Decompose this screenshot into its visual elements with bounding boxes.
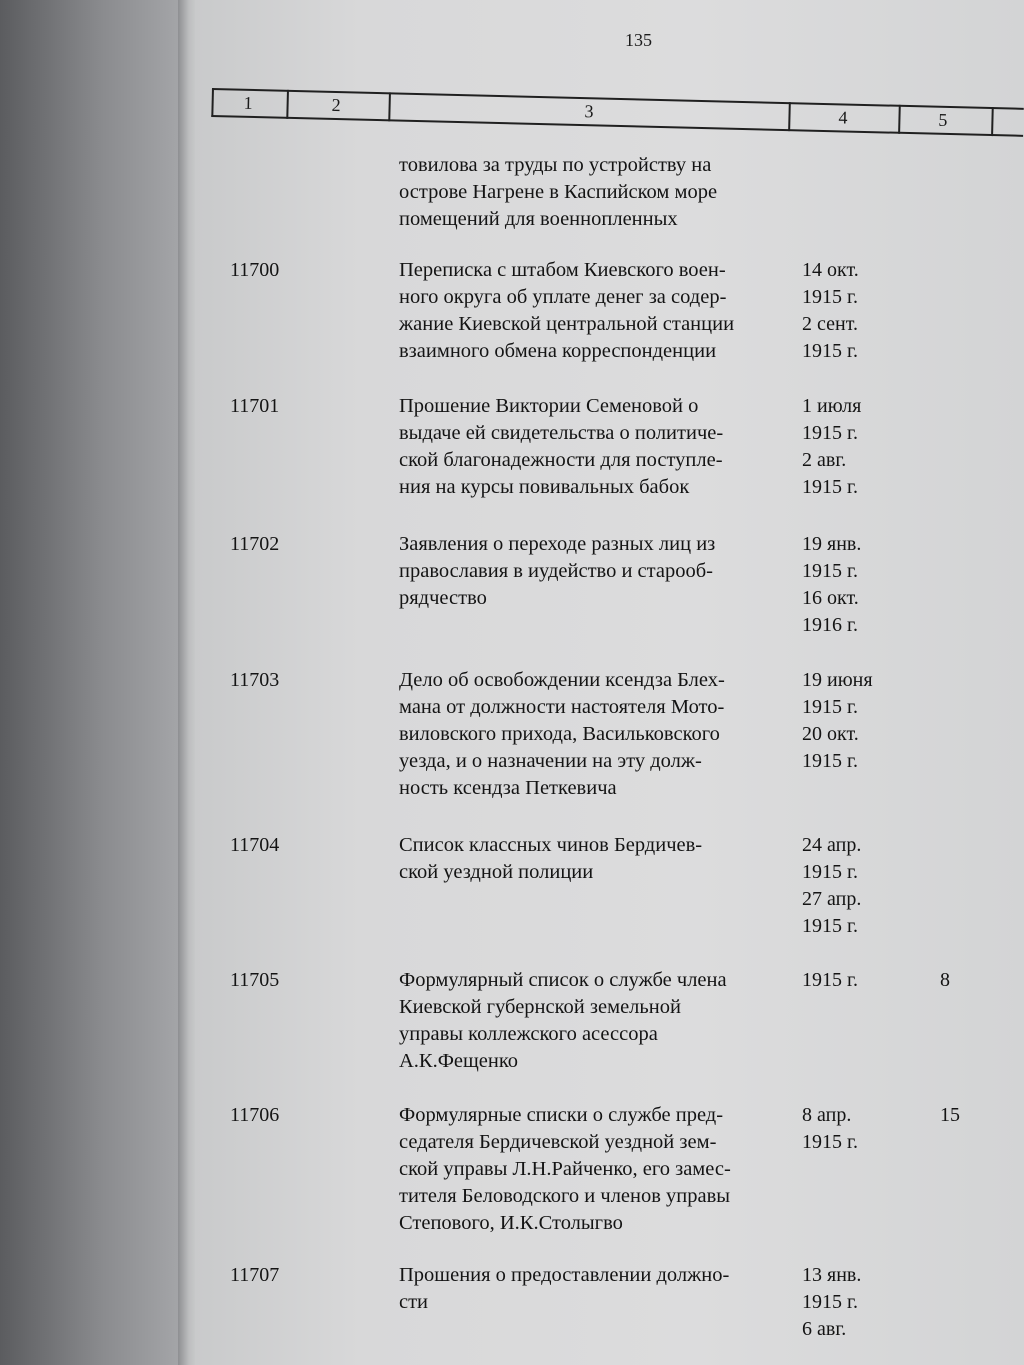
description-line: Киевской губернской земельной xyxy=(399,996,681,1018)
row-dates xyxy=(802,832,902,940)
description-line: А.К.Фещенко xyxy=(399,1050,519,1072)
description-line: Формулярные списки о службе пред- xyxy=(399,1104,724,1126)
description-line: уезда, и о назначении на эту долж- xyxy=(399,750,702,772)
date-line: 1915 г. xyxy=(802,422,858,444)
date-line: 1 июля xyxy=(802,395,862,417)
date-line: 1915 г. xyxy=(802,560,858,582)
row-dates xyxy=(802,393,902,501)
row-description xyxy=(399,832,794,886)
description-line: Заявления о переходе разных лиц из xyxy=(399,533,716,555)
row-number: 11700 xyxy=(230,259,280,281)
description-line: ской благонадежности для поступле- xyxy=(399,449,723,471)
description-line: товилова за труды по устройству на xyxy=(399,154,712,176)
description-line: Прошение Виктории Семеновой о xyxy=(399,395,699,417)
header-divider xyxy=(211,88,214,117)
date-line: 1915 г. xyxy=(802,750,858,772)
row-dates xyxy=(802,1102,902,1156)
date-line: 1915 г. xyxy=(802,1131,858,1153)
row-number: 11707 xyxy=(230,1264,280,1286)
row-sheet-count: 15 xyxy=(940,1104,960,1126)
row-number: 11705 xyxy=(230,969,280,991)
header-col-3: 3 xyxy=(584,101,594,122)
row-dates xyxy=(802,667,902,775)
description-line: ской управы Л.Н.Райченко, его замес- xyxy=(399,1158,731,1180)
description-line: взаимного обмена корреспонденции xyxy=(399,340,717,362)
date-line: 1915 г. xyxy=(802,861,858,883)
row-description xyxy=(399,667,794,802)
description-line: жание Киевской центральной станции xyxy=(399,313,735,335)
date-line: 16 окт. xyxy=(802,587,859,609)
description-line: помещений для военнопленных xyxy=(399,208,678,230)
date-line: 19 июня xyxy=(802,669,873,691)
description-line: православия в иудейство и старооб- xyxy=(399,560,713,582)
description-line: виловского прихода, Васильковского xyxy=(399,723,720,745)
header-divider xyxy=(388,92,391,121)
description-line: управы коллежского асессора xyxy=(399,1023,658,1045)
header-col-1: 1 xyxy=(243,92,253,113)
description-line: рядчество xyxy=(399,587,487,609)
left-page-edge xyxy=(0,0,185,1365)
date-line: 2 авг. xyxy=(802,449,847,471)
description-line: ного округа об уплате денег за содер- xyxy=(399,286,727,308)
description-line: выдаче ей свидетельства о политиче- xyxy=(399,422,724,444)
date-line: 1916 г. xyxy=(802,614,858,636)
header-divider xyxy=(991,107,994,136)
date-line: 19 янв. xyxy=(802,533,862,555)
row-number: 11702 xyxy=(230,533,280,555)
description-line: острове Нагрене в Каспийском море xyxy=(399,181,718,203)
row-description xyxy=(399,531,794,612)
description-line: тителя Беловодского и членов управы xyxy=(399,1185,731,1207)
row-sheet-count: 8 xyxy=(940,969,950,991)
description-line: Переписка с штабом Киевского воен- xyxy=(399,259,726,281)
date-line: 1915 г. xyxy=(802,286,858,308)
date-line: 1915 г. xyxy=(802,969,858,991)
row-description xyxy=(399,1262,794,1316)
page-number: 135 xyxy=(625,30,652,50)
row-dates xyxy=(802,257,902,365)
date-line: 14 окт. xyxy=(802,259,859,281)
date-line: 20 окт. xyxy=(802,723,859,745)
date-line: 8 апр. xyxy=(802,1104,852,1126)
description-line: седателя Бердичевской уездной зем- xyxy=(399,1131,717,1153)
description-line: сти xyxy=(399,1291,429,1313)
header-bottom-rule xyxy=(211,115,1023,137)
header-divider xyxy=(286,90,289,119)
date-line: 1915 г. xyxy=(802,476,858,498)
row-dates xyxy=(802,531,902,639)
description-line: Прошения о предоставлении должно- xyxy=(399,1264,730,1286)
description-line: ность ксендза Петкевича xyxy=(399,777,617,799)
header-col-2: 2 xyxy=(331,94,341,116)
description-line: ской уездной полиции xyxy=(399,861,594,883)
row-dates xyxy=(802,1262,902,1343)
row-description xyxy=(399,393,794,501)
description-line: ния на курсы повивальных бабок xyxy=(399,476,690,498)
header-divider xyxy=(898,105,901,134)
date-line: 1915 г. xyxy=(802,915,858,937)
date-line: 13 янв. xyxy=(802,1264,862,1286)
description-line: Формулярный список о службе члена xyxy=(399,969,727,991)
description-line: Список классных чинов Бердичев- xyxy=(399,834,703,856)
description-line: Дело об освобождении ксендза Блех- xyxy=(399,669,725,691)
row-description xyxy=(399,1102,794,1237)
date-line: 2 сент. xyxy=(802,313,858,335)
header-divider xyxy=(788,102,791,131)
header-col-5: 5 xyxy=(938,109,948,130)
date-line: 6 авг. xyxy=(802,1318,847,1340)
date-line: 24 апр. xyxy=(802,834,862,856)
row-description xyxy=(399,257,794,365)
header-col-4: 4 xyxy=(838,107,848,128)
row-number: 11706 xyxy=(230,1104,280,1126)
date-line: 1915 г. xyxy=(802,696,858,718)
row-description xyxy=(399,152,794,233)
row-number: 11704 xyxy=(230,834,280,856)
row-dates xyxy=(802,967,902,994)
description-line: Степового, И.К.Столыгво xyxy=(399,1212,623,1234)
date-line: 1915 г. xyxy=(802,340,858,362)
row-number: 11703 xyxy=(230,669,280,691)
date-line: 1915 г. xyxy=(802,1291,858,1313)
row-description xyxy=(399,967,794,1075)
row-number: 11701 xyxy=(230,395,280,417)
date-line: 27 апр. xyxy=(802,888,862,910)
description-line: мана от должности настоятеля Мото- xyxy=(399,696,725,718)
